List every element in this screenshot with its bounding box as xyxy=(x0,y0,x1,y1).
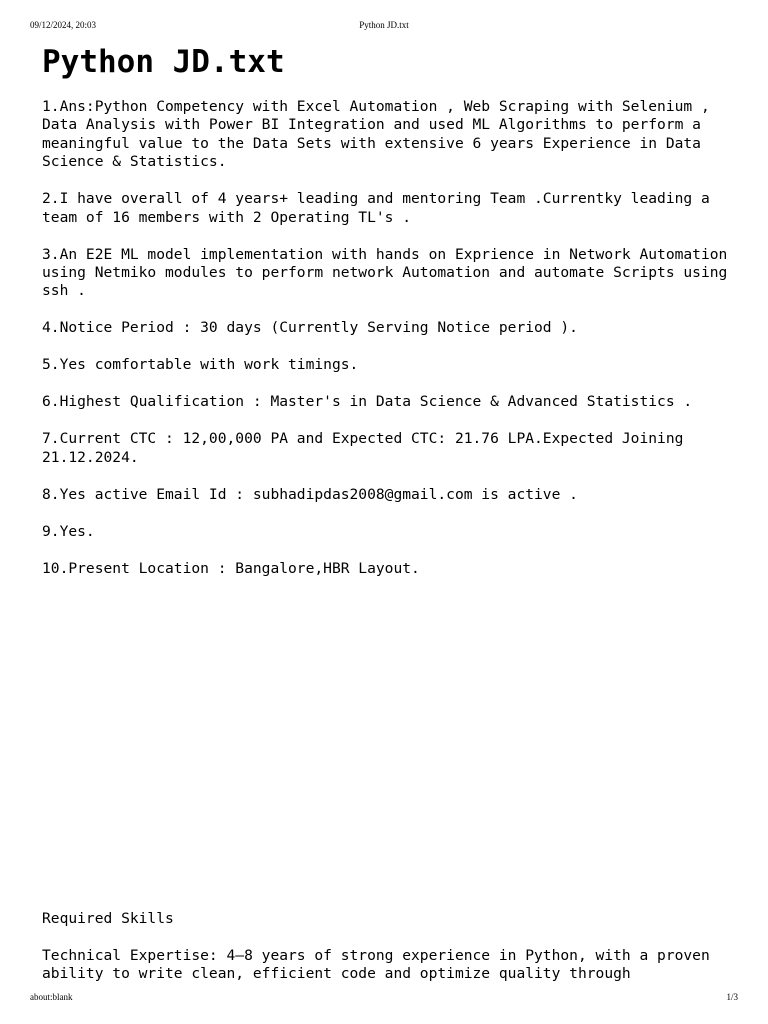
print-header-title: Python JD.txt xyxy=(359,20,409,30)
print-datetime: 09/12/2024, 20:03 xyxy=(30,20,97,30)
print-footer xyxy=(30,992,738,1004)
paragraph-10: 10.Present Location : Bangalore,HBR Layout. xyxy=(42,559,420,577)
paragraph-4: 4.Notice Period : 30 days (Currently Serving Notice period ). xyxy=(42,319,578,337)
print-header xyxy=(30,20,738,32)
paragraph-8: 8.Yes active Email Id : subhadipdas2008@gmail.com is active . xyxy=(42,485,578,503)
paragraph-3: 3.An E2E ML model implementation with hands on Exprience in Network Automation using Netmiko modules to perform network Automation and automate Scripts using ssh . xyxy=(42,245,728,300)
paragraph-9: 9.Yes. xyxy=(42,522,95,540)
paragraph-1: 1.Ans:Python Competency with Excel Automation , Web Scraping with Selenium , Data Analysis with Power BI Integration and used ML Algorithms to perform a meaningful value to the Data Sets with extensive 6 years Experience in Data Science & Statistics. xyxy=(42,98,710,171)
paragraph-2: 2.I have overall of 4 years+ leading and mentoring Team .Currentky leading a team of 16 members with 2 Operating TL's . xyxy=(42,190,710,226)
required-skills-section xyxy=(42,910,732,1002)
print-url: about:blank xyxy=(30,992,73,1002)
print-page-number: 1/3 xyxy=(726,992,738,1002)
technical-expertise-paragraph: Technical Expertise: 4–8 years of strong experience in Python, with a proven ability to write clean, efficient code and optimize quality through xyxy=(42,947,710,983)
paragraph-6: 6.Highest Qualification : Master's in Data Science & Advanced Statistics . xyxy=(42,393,693,411)
paragraph-7: 7.Current CTC : 12,00,000 PA and Expected CTC: 21.76 LPA.Expected Joining 21.12.2024. xyxy=(42,430,684,466)
document-title: Python JD.txt xyxy=(42,44,285,80)
required-skills-heading: Required Skills xyxy=(42,910,174,927)
paragraph-5: 5.Yes comfortable with work timings. xyxy=(42,356,359,374)
document-body xyxy=(42,42,732,597)
